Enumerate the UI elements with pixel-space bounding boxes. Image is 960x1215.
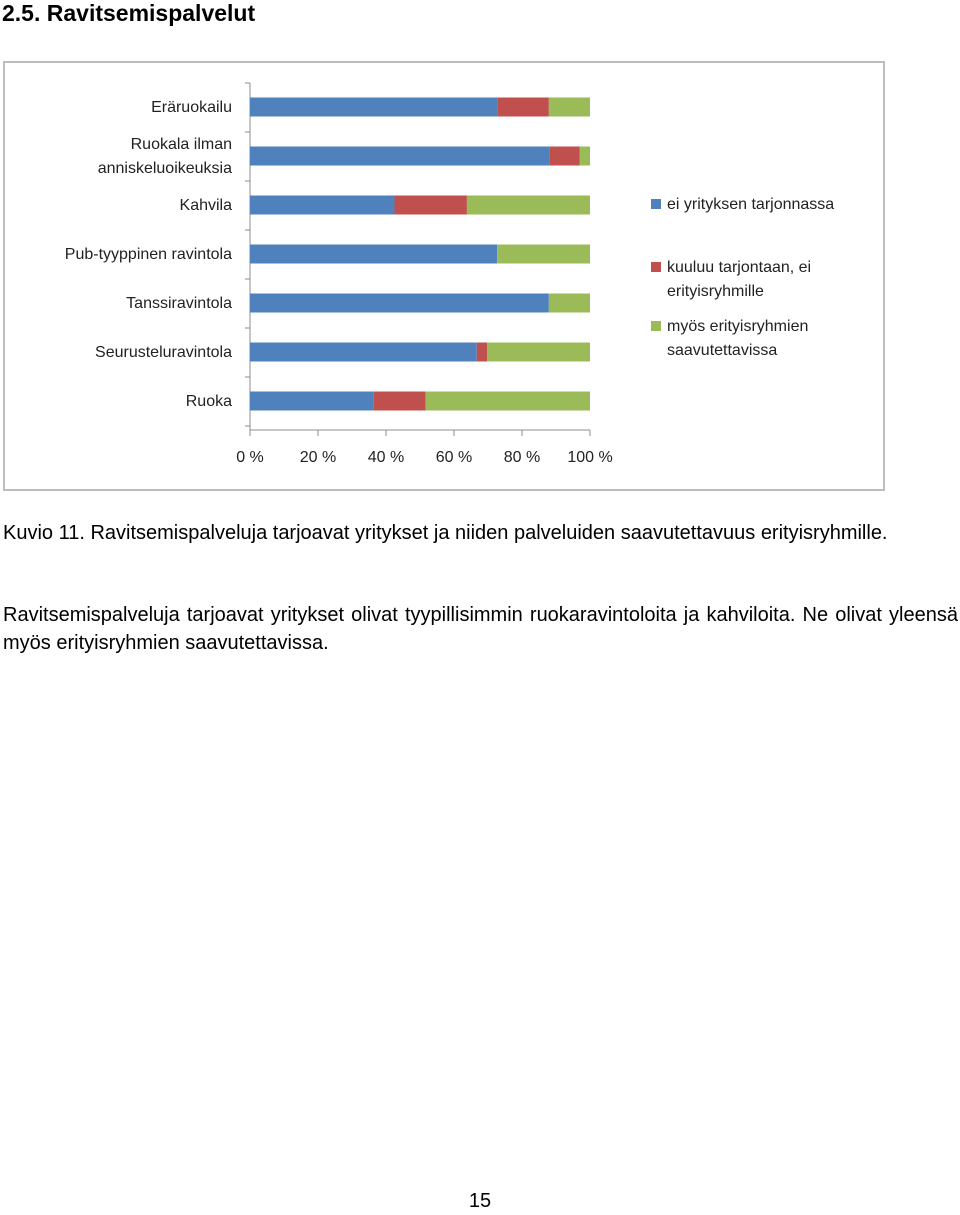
bar-segment — [497, 245, 590, 264]
legend-swatch — [651, 262, 661, 272]
bar-segment — [549, 147, 580, 166]
stacked-bar-chart — [5, 63, 883, 489]
bar-segment — [250, 196, 395, 215]
x-tick-label: 80 % — [503, 449, 541, 466]
figure-caption: Kuvio 11. Ravitsemispalveluja tarjoavat yritykset ja niiden palveluiden saavutettavuus erityisryhmille. — [3, 522, 888, 544]
category-label: Ruoka — [185, 393, 232, 410]
category-label: Tanssiravintola — [126, 295, 232, 312]
bar-segment — [467, 196, 590, 215]
bar-segment — [374, 392, 426, 411]
bar-segment — [497, 98, 549, 117]
legend-label: kuuluu tarjontaan, ei erityisryhmille — [667, 259, 812, 300]
chart-figure — [3, 61, 885, 491]
category-label: Seurusteluravintola — [95, 344, 232, 361]
body-paragraph: Ravitsemispalveluja tarjoavat yritykset olivat tyypillisimmin ruokaravintoloita ja kahviloita. Ne olivat yleensä myös erityisryhmien saavutettavissa. — [3, 604, 958, 654]
x-tick-label: 40 % — [367, 449, 405, 466]
category-label: Kahvila — [179, 197, 232, 214]
bar-segment — [250, 392, 374, 411]
bar-segment — [549, 294, 590, 313]
section-heading: 2.5. Ravitsemispalvelut — [2, 0, 256, 26]
x-tick-label: 60 % — [435, 449, 473, 466]
x-tick-label: 20 % — [299, 449, 337, 466]
legend-label: ei yrityksen tarjonnassa — [667, 196, 835, 213]
category-label: Pub-tyyppinen ravintola — [64, 246, 232, 263]
page-number: 15 — [468, 1190, 492, 1212]
bar-segment — [250, 245, 497, 264]
category-label: Ruokala ilman anniskeluoikeuksia — [97, 136, 232, 177]
bar-segment — [250, 147, 549, 166]
bar-segment — [477, 343, 487, 362]
bar-segment — [250, 98, 497, 117]
x-tick-label: 0 % — [236, 449, 264, 466]
bar-segment — [549, 98, 590, 117]
bar-segment — [580, 147, 590, 166]
bar-segment — [487, 343, 590, 362]
legend-swatch — [651, 321, 661, 331]
bar-segment — [395, 196, 467, 215]
bar-segment — [250, 294, 549, 313]
x-tick-label: 100 % — [567, 449, 613, 466]
category-label: Eräruokailu — [151, 99, 232, 116]
legend-label: myös erityisryhmien saavutettavissa — [667, 318, 809, 359]
bar-segment — [425, 392, 590, 411]
legend-swatch — [651, 199, 661, 209]
bar-segment — [250, 343, 477, 362]
